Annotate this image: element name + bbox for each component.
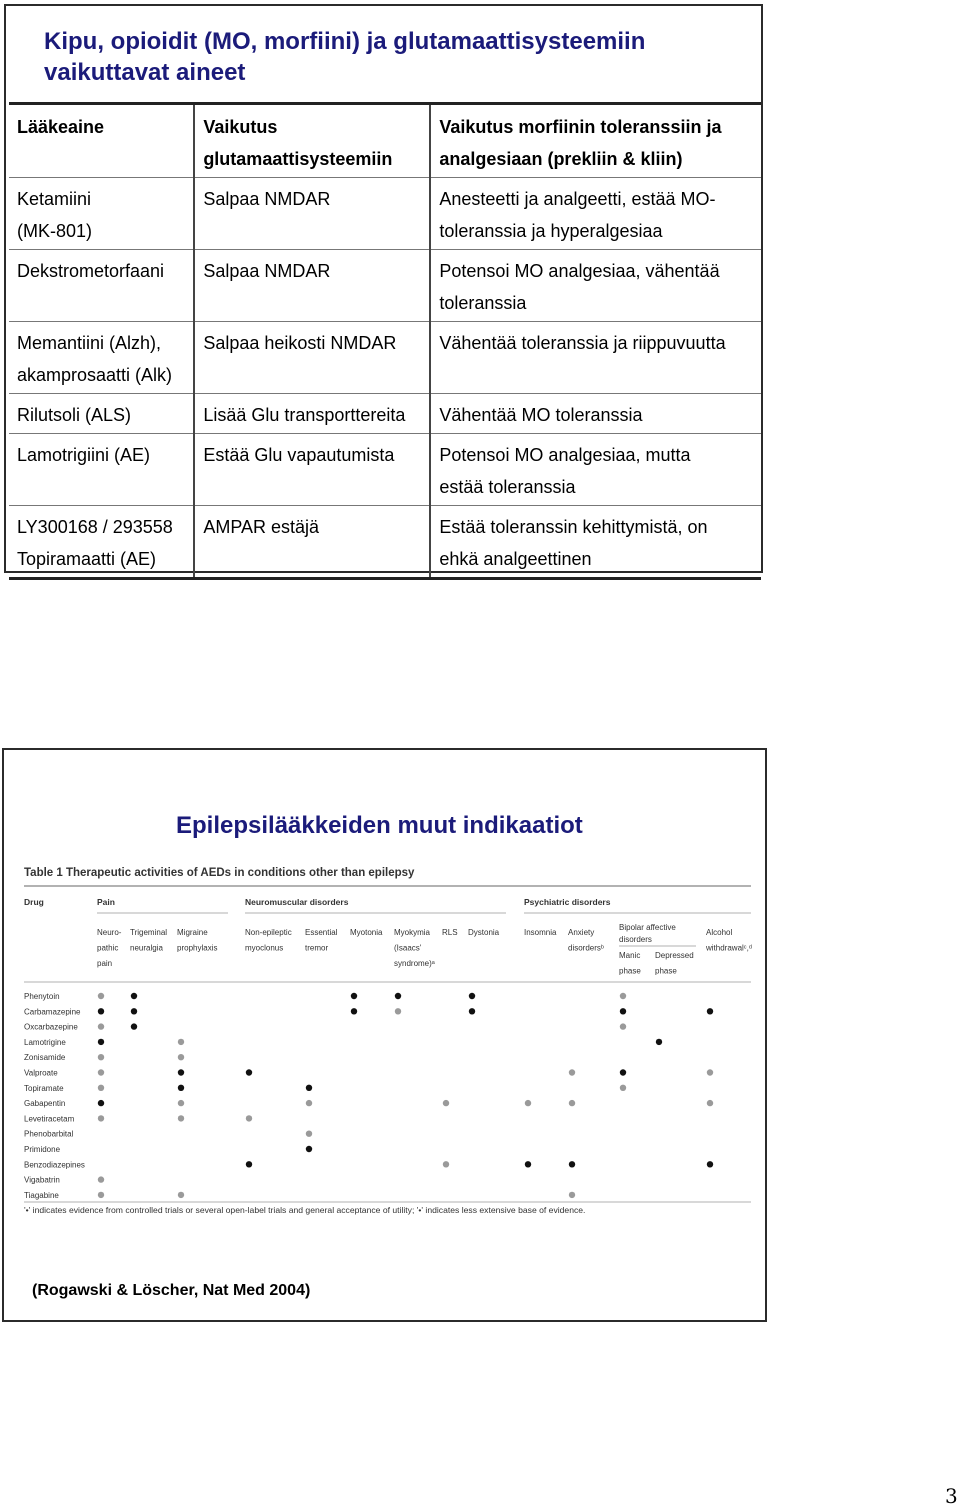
table-header-row — [9, 104, 761, 178]
cell-drug: LY300168 / 293558 Topiramaatti (AE) — [9, 506, 194, 579]
header-morphine-effect: Vaikutus morfiinin toleranssiin ja analgesiaan (prekliin & kliin) — [439, 117, 722, 169]
evidence-dot-strong — [656, 1039, 662, 1045]
drug-name: Zonisamide — [24, 1053, 66, 1063]
table-row — [9, 434, 761, 506]
evidence-dot-strong — [178, 1085, 184, 1091]
cell-drug: Rilutsoli (ALS) — [9, 394, 194, 434]
cell-glutamate-effect: Salpaa heikosti NMDAR — [194, 322, 430, 394]
column-header: withdrawalᶜ,ᵈ — [706, 943, 752, 953]
table-row — [9, 178, 761, 250]
evidence-dot-weak — [246, 1115, 252, 1121]
header-drug: Lääkeaine — [9, 104, 194, 178]
column-header: Anxiety — [568, 928, 595, 937]
evidence-dot-strong — [525, 1161, 531, 1167]
evidence-dot-weak — [178, 1039, 184, 1045]
drug-effects-table — [9, 102, 761, 580]
evidence-dot-strong — [306, 1146, 312, 1152]
cell-glutamate-effect: Estää Glu vapautumista — [194, 434, 430, 506]
figure-rows — [24, 992, 751, 1202]
figure-caption: Table 1 Therapeutic activities of AEDs in conditions other than epilepsy — [24, 867, 415, 879]
evidence-dot-weak — [98, 1176, 104, 1182]
column-header: phase — [655, 966, 677, 976]
evidence-dot-strong — [469, 1008, 475, 1014]
slide-2-title: Epilepsilääkkeiden muut indikaatiot — [176, 812, 583, 839]
column-header: myoclonus — [245, 943, 284, 953]
evidence-dot-weak — [707, 1100, 713, 1106]
evidence-dot-strong — [246, 1069, 252, 1075]
evidence-dot-strong — [620, 1069, 626, 1075]
column-header: Alcohol — [706, 928, 733, 937]
drug-name: Vigabatrin — [24, 1175, 60, 1185]
cell-glutamate-effect: Lisää Glu transporttereita — [194, 394, 430, 434]
cell-drug: Memantiini (Alzh), akamprosaatti (Alk) — [9, 322, 194, 394]
evidence-dot-weak — [178, 1115, 184, 1121]
drug-name: Oxcarbazepine — [24, 1022, 78, 1032]
evidence-dot-weak — [98, 1069, 104, 1075]
evidence-dot-weak — [178, 1100, 184, 1106]
cell-glutamate-effect: Salpaa NMDAR — [194, 250, 430, 322]
evidence-dot-strong — [178, 1069, 184, 1075]
evidence-dot-weak — [395, 1008, 401, 1014]
column-header: Migraine — [177, 928, 208, 937]
column-header: RLS — [442, 928, 458, 937]
evidence-dot-weak — [178, 1192, 184, 1198]
cell-drug: Dekstrometorfaani — [9, 250, 194, 322]
figure-header — [24, 897, 752, 982]
figure-footnote: '•' indicates evidence from controlled trials or several open-label trials and general acceptance of utility; '•' indicates less extensive base of evidence. — [24, 1205, 586, 1215]
cell-drug: Lamotrigiini (AE) — [9, 434, 194, 506]
table-row — [9, 250, 761, 322]
evidence-dot-strong — [306, 1085, 312, 1091]
drug-name: Valproate — [24, 1068, 58, 1078]
slide-1 — [4, 4, 763, 573]
evidence-dot-weak — [98, 993, 104, 999]
bipolar-header: Bipolar affective — [619, 923, 676, 932]
drug-name: Phenobarbital — [24, 1129, 74, 1139]
evidence-dot-strong — [351, 993, 357, 999]
evidence-dot-weak — [98, 1054, 104, 1060]
slide-2 — [2, 748, 767, 1322]
evidence-dot-weak — [620, 1023, 626, 1029]
page-number: 3 — [945, 1484, 958, 1508]
evidence-dot-strong — [707, 1161, 713, 1167]
column-header: Essential — [305, 928, 338, 937]
evidence-dot-weak — [620, 1085, 626, 1091]
evidence-dot-strong — [620, 1008, 626, 1014]
drug-name: Primidone — [24, 1145, 61, 1154]
evidence-dot-strong — [246, 1161, 252, 1167]
group-header: Psychiatric disorders — [524, 897, 611, 907]
drug-name: Phenytoin — [24, 992, 60, 1001]
column-header: tremor — [305, 943, 329, 953]
cell-drug: Ketamiini (MK-801) — [9, 178, 194, 250]
cell-glutamate-effect: Salpaa NMDAR — [194, 178, 430, 250]
evidence-dot-strong — [469, 993, 475, 999]
bipolar-header: disorders — [619, 935, 652, 944]
evidence-dot-weak — [443, 1161, 449, 1167]
group-header: Pain — [97, 897, 115, 907]
evidence-dot-strong — [569, 1161, 575, 1167]
evidence-dot-weak — [98, 1023, 104, 1029]
citation: (Rogawski & Löscher, Nat Med 2004) — [32, 1282, 311, 1299]
column-header: syndrome)ᵃ — [394, 959, 435, 968]
cell-morphine-effect: Anesteetti ja analgeetti, estää MO- toleranssia ja hyperalgesiaa — [430, 178, 761, 250]
column-header: prophylaxis — [177, 943, 218, 953]
evidence-dot-strong — [98, 1100, 104, 1106]
evidence-dot-weak — [178, 1054, 184, 1060]
evidence-dot-strong — [351, 1008, 357, 1014]
evidence-dot-strong — [98, 1039, 104, 1045]
column-header: Myotonia — [350, 928, 383, 937]
cell-morphine-effect: Vähentää toleranssia ja riippuvuutta — [430, 322, 761, 394]
column-header: Non-epileptic — [245, 928, 292, 937]
evidence-dot-weak — [525, 1100, 531, 1106]
slide-1-title: Kipu, opioidit (MO, morfiini) ja glutamaattisysteemiin vaikuttavat aineet — [44, 28, 646, 86]
evidence-dot-strong — [707, 1008, 713, 1014]
evidence-dot-strong — [131, 1023, 137, 1029]
cell-morphine-effect: Estää toleranssin kehittymistä, on ehkä analgeettinen — [430, 506, 761, 579]
column-header: phase — [619, 966, 641, 976]
column-header: Depressed — [655, 951, 694, 960]
evidence-dot-weak — [98, 1192, 104, 1198]
drug-name: Tiagabine — [24, 1190, 59, 1200]
evidence-dot-weak — [98, 1085, 104, 1091]
column-header: pain — [97, 959, 113, 968]
column-header: pathic — [97, 943, 119, 953]
evidence-dot-weak — [443, 1100, 449, 1106]
drug-name: Benzodiazepines — [24, 1160, 85, 1170]
drug-name: Topiramate — [24, 1083, 64, 1093]
column-header: Neuro- — [97, 928, 122, 937]
evidence-dot-weak — [306, 1131, 312, 1137]
evidence-dot-weak — [306, 1100, 312, 1106]
group-header: Neuromuscular disorders — [245, 897, 349, 907]
table-row — [9, 506, 761, 579]
table-row — [9, 394, 761, 434]
drug-name: Carbamazepine — [24, 1007, 81, 1017]
cell-morphine-effect: Potensoi MO analgesiaa, vähentää toleranssia — [430, 250, 761, 322]
column-header: Dystonia — [468, 928, 500, 937]
drug-name: Lamotrigine — [24, 1037, 66, 1047]
evidence-dot-weak — [569, 1192, 575, 1198]
header-glutamate-effect: Vaikutus glutamaattisysteemiin — [194, 104, 430, 178]
column-header: neuralgia — [130, 943, 163, 953]
drug-name: Gabapentin — [24, 1099, 66, 1109]
evidence-dot-weak — [707, 1069, 713, 1075]
drug-column-header: Drug — [24, 897, 44, 907]
column-header: Trigeminal — [130, 928, 168, 937]
cell-glutamate-effect: AMPAR estäjä — [194, 506, 430, 579]
cell-morphine-effect: Potensoi MO analgesiaa, mutta estää toleranssia — [430, 434, 761, 506]
column-header: disordersᵇ — [568, 943, 604, 953]
evidence-dot-weak — [569, 1100, 575, 1106]
aed-activities-table-figure — [16, 858, 756, 1238]
evidence-dot-weak — [620, 993, 626, 999]
evidence-dot-weak — [98, 1115, 104, 1121]
evidence-dot-strong — [395, 993, 401, 999]
evidence-dot-strong — [131, 1008, 137, 1014]
evidence-dot-strong — [98, 1008, 104, 1014]
evidence-dot-weak — [569, 1069, 575, 1075]
table-row — [9, 322, 761, 394]
cell-morphine-effect: Vähentää MO toleranssia — [430, 394, 761, 434]
column-header: Insomnia — [524, 928, 557, 937]
evidence-dot-strong — [131, 993, 137, 999]
column-header: Myokymia — [394, 928, 431, 937]
column-header: (Isaacs' — [394, 943, 422, 953]
drug-name: Levetiracetam — [24, 1114, 75, 1124]
column-header: Manic — [619, 951, 641, 960]
